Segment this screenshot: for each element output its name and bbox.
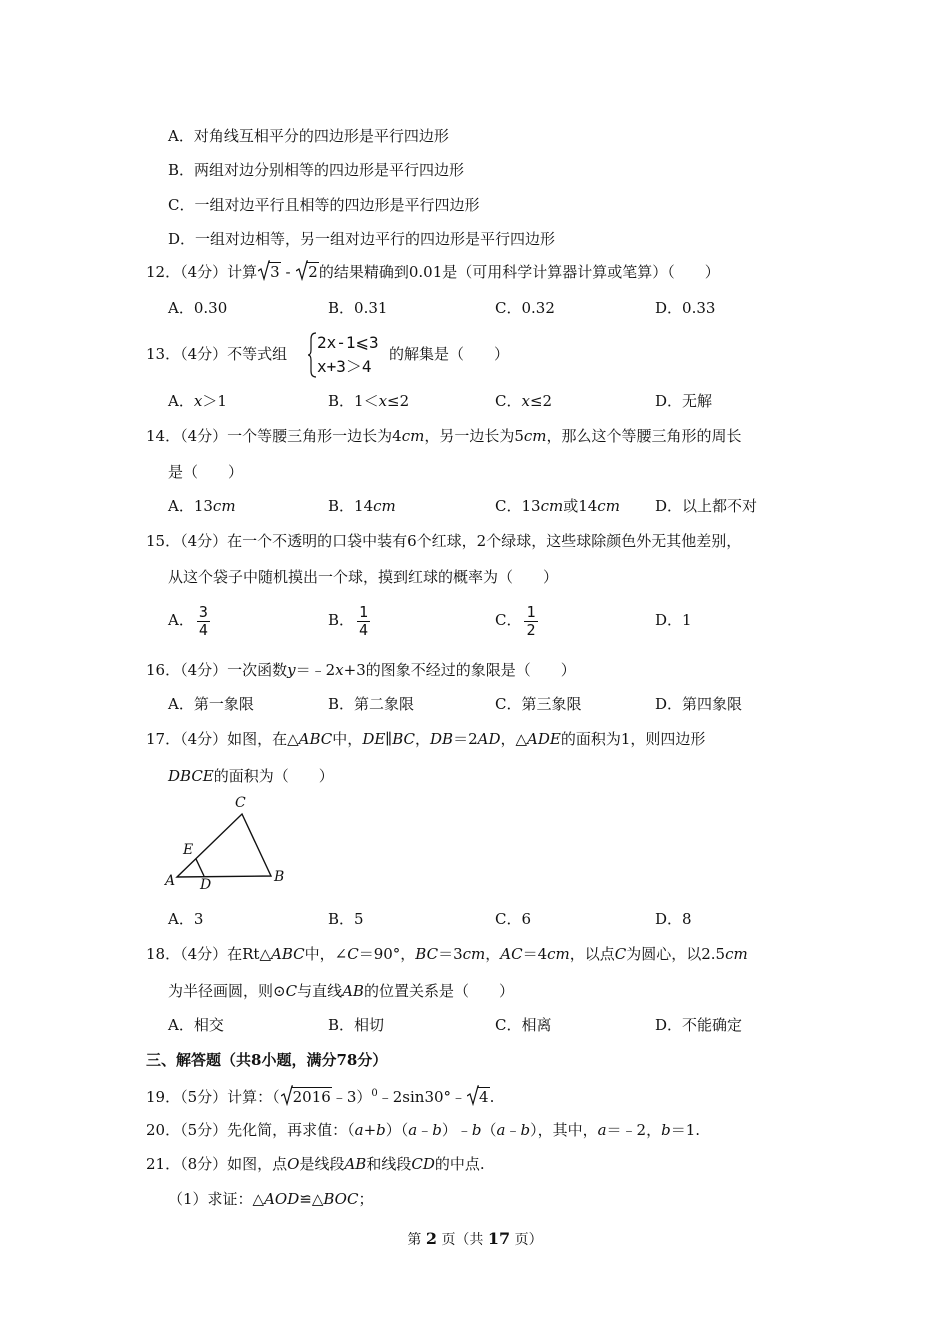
q12-rad1: 3 — [270, 263, 280, 281]
t1: 16．（4分）一次函数 — [146, 661, 288, 679]
q14-stem-line2: 是（ ） — [168, 463, 244, 481]
exponent: 0 — [371, 1088, 378, 1099]
m: CD — [411, 1155, 435, 1173]
q21-stem — [146, 1154, 485, 1174]
q20-stem — [146, 1120, 700, 1140]
radicand: 2016 — [292, 1088, 331, 1106]
q15-option-a — [168, 603, 213, 639]
t: 18．（4分）在Rt△ — [146, 945, 271, 963]
m: ABC — [298, 730, 333, 748]
m: DB — [430, 730, 454, 748]
total-pages: 17 — [487, 1229, 511, 1248]
q15-stem-line2: 从这个袋子中随机摸出一个球，摸到红球的概率为（ ） — [168, 568, 559, 586]
q19-stem — [146, 1084, 494, 1107]
left-brace-icon — [307, 331, 317, 379]
t: ＝2 — [453, 730, 478, 748]
q21-sub1 — [168, 1189, 373, 1209]
q15-option-c — [495, 603, 541, 639]
m: cm — [725, 945, 748, 963]
t: ＝90°， — [358, 945, 416, 963]
q13-prefix: 13．（4分）不等式组 — [146, 345, 288, 363]
denominator: 4 — [359, 620, 369, 639]
m: ADE — [527, 730, 561, 748]
m: AB — [342, 982, 364, 1000]
m: b — [520, 1121, 531, 1139]
m: BC — [415, 945, 439, 963]
label-d: D — [200, 877, 212, 893]
math-x: x — [193, 392, 203, 410]
t: ＝4 — [522, 945, 548, 963]
q12-stem — [146, 262, 720, 282]
q16-option-a: A．第一象限 — [168, 695, 254, 713]
m: a — [408, 1121, 418, 1139]
numerator: 1 — [526, 602, 536, 621]
label: A． — [168, 392, 194, 410]
t: 和线段 — [366, 1155, 412, 1173]
numerator: 3 — [198, 602, 208, 621]
label-b: B — [274, 869, 285, 885]
t: 是线段 — [299, 1155, 345, 1173]
t: 中，∠ — [304, 945, 348, 963]
t: 20．（5分）先化简，再求值：（ — [146, 1121, 355, 1139]
t: ﹣3） — [331, 1088, 372, 1106]
m: DE — [362, 730, 386, 748]
q15-option-d: D．1 — [655, 611, 692, 629]
t: ）（ — [385, 1121, 409, 1139]
inequality-row-1: 2x-1⩽3 — [317, 333, 379, 352]
q17-stem-line2 — [168, 766, 334, 786]
q12-rad2: 2 — [308, 263, 318, 281]
m: b — [661, 1121, 671, 1139]
math-x: x — [335, 661, 344, 679]
q16-stem — [146, 660, 576, 680]
m: BOC — [323, 1190, 359, 1208]
q18-option-a: A．相交 — [168, 1016, 224, 1034]
unit-cm: cm — [540, 497, 564, 515]
label: C．13 — [495, 497, 541, 515]
q17-option-c: C．6 — [495, 910, 532, 928]
unit-cm: cm — [212, 497, 236, 515]
fraction — [197, 604, 210, 639]
t: ，以点 — [569, 945, 615, 963]
q11-option-c: C．一组对边平行且相等的四边形是平行四边形 — [168, 196, 480, 214]
q18-option-c: C．相离 — [495, 1016, 552, 1034]
q18-option-d: D．不能确定 — [655, 1016, 743, 1034]
mid: 或14 — [563, 497, 598, 515]
m: AD — [477, 730, 501, 748]
label-c: C — [235, 795, 246, 811]
t: 21．（8分）如图，点 — [146, 1155, 288, 1173]
q13-option-d: D．无解 — [655, 392, 713, 410]
inequality-system — [307, 331, 389, 379]
q18-option-b: B．相切 — [328, 1016, 385, 1034]
q12-prefix: 12．（4分）计算 — [146, 263, 258, 281]
label: B． — [328, 611, 355, 629]
label-a: A — [165, 873, 176, 889]
label-e: E — [183, 842, 194, 858]
q11-option-d: D．一组对边相等，另一组对边平行的四边形是平行四边形 — [168, 230, 556, 248]
t: ； — [358, 1190, 374, 1208]
t: 页（共 — [441, 1232, 484, 1248]
section-heading: 三、解答题（共8小题，满分78分） — [146, 1051, 388, 1069]
q14-stem-line1 — [146, 426, 742, 446]
q16-option-c: C．第三象限 — [495, 695, 582, 713]
m: AOD — [264, 1190, 300, 1208]
q13-option-b — [328, 391, 409, 411]
t: ∥ — [385, 730, 393, 748]
denominator: 2 — [526, 620, 536, 639]
unit-cm: cm — [373, 497, 396, 515]
page-footer — [0, 1229, 950, 1250]
q14-option-b — [328, 496, 396, 516]
q12-option-c: C．0.32 — [495, 299, 555, 317]
t: 19．（5分）计算：（ — [146, 1088, 280, 1106]
q17-stem-line1 — [146, 729, 705, 749]
q12-option-a: A．0.30 — [168, 299, 228, 317]
t: ＝1. — [670, 1121, 701, 1139]
t: 17．（4分）如图，在△ — [146, 730, 299, 748]
t3: ，那么这个等腰三角形的周长 — [546, 427, 742, 445]
m: b — [471, 1121, 482, 1139]
m: a — [496, 1121, 506, 1139]
unit-cm: cm — [401, 427, 425, 445]
q17-option-d: D．8 — [655, 910, 692, 928]
sqrt-4 — [467, 1087, 490, 1107]
m: ABC — [271, 945, 305, 963]
sqrt-3 — [258, 262, 281, 282]
label: A． — [168, 611, 194, 629]
math-x: x — [521, 392, 530, 410]
radicand: 4 — [479, 1088, 489, 1106]
m: a+b — [354, 1121, 386, 1139]
q16-option-b: B．第二象限 — [328, 695, 415, 713]
m: DBCE — [168, 767, 214, 785]
label: A．13 — [168, 497, 213, 515]
label: C． — [495, 392, 522, 410]
m: O — [287, 1155, 300, 1173]
t: （1）求证：△ — [168, 1190, 265, 1208]
q11-option-b: B．两组对边分别相等的四边形是平行四边形 — [168, 161, 465, 179]
inequality-row-2: x+3＞4 — [317, 357, 372, 376]
t: 的面积为1，则四边形 — [560, 730, 706, 748]
t1: 14．（4分）一个等腰三角形一边长为4 — [146, 427, 402, 445]
rest: ≤2 — [529, 392, 553, 410]
t: 的面积为（ ） — [213, 767, 334, 785]
t: ），其中， — [530, 1121, 598, 1139]
label: B．14 — [328, 497, 374, 515]
sqrt-2016 — [281, 1087, 332, 1107]
m: cm — [547, 945, 570, 963]
m: C — [614, 945, 627, 963]
math-x: x — [378, 392, 388, 410]
t3: +3的图象不经过的象限是（ ） — [343, 661, 576, 679]
label: C． — [495, 611, 522, 629]
t: 页） — [514, 1232, 543, 1248]
q15-option-b — [328, 603, 373, 639]
t: ＝﹣2， — [606, 1121, 662, 1139]
t: 为半径画圆，则⊙ — [168, 982, 286, 1000]
q16-option-d: D．第四象限 — [655, 695, 743, 713]
q13-option-a — [168, 391, 227, 411]
t: 的位置关系是（ ） — [363, 982, 514, 1000]
unit-cm: cm — [597, 497, 620, 515]
label: B．1＜ — [328, 392, 379, 410]
m: C — [285, 982, 298, 1000]
q12-minus: - — [280, 263, 296, 281]
t: 的中点. — [434, 1155, 485, 1173]
fraction — [524, 604, 537, 639]
t: . — [489, 1088, 495, 1106]
q17-option-b: B．5 — [328, 910, 364, 928]
q17-option-a: A．3 — [168, 910, 204, 928]
triangle-figure — [160, 792, 300, 894]
unit-cm: cm — [523, 427, 547, 445]
numerator: 1 — [359, 602, 369, 621]
rest: ＞1 — [202, 392, 227, 410]
q14-option-c — [495, 496, 620, 516]
sqrt-2 — [296, 262, 319, 282]
t: ， — [485, 945, 501, 963]
q12-option-d: D．0.33 — [655, 299, 716, 317]
q12-suffix: 的结果精确到0.01是（可用科学计算器计算或笔算）（ ） — [318, 263, 720, 281]
q11-option-a: A．对角线互相平分的四边形是平行四边形 — [168, 127, 449, 145]
t: ﹣ — [505, 1121, 521, 1139]
q14-option-d: D．以上都不对 — [655, 497, 758, 515]
denominator: 4 — [198, 620, 208, 639]
t: 为圆心，以2.5 — [626, 945, 726, 963]
m: cm — [462, 945, 486, 963]
m: a — [597, 1121, 607, 1139]
t: ， — [415, 730, 431, 748]
q18-stem-line2 — [168, 981, 514, 1001]
m: AC — [500, 945, 523, 963]
m: b — [432, 1121, 442, 1139]
q13-suffix: 的解集是（ ） — [389, 345, 510, 363]
page-number: 2 — [425, 1229, 437, 1248]
t: ＝3 — [438, 945, 463, 963]
t: （ — [481, 1121, 497, 1139]
t2: ＝﹣2 — [295, 661, 336, 679]
m: BC — [392, 730, 416, 748]
m: C — [347, 945, 359, 963]
rest: ≤2 — [387, 392, 410, 410]
q14-option-a — [168, 496, 236, 516]
t: 中， — [332, 730, 363, 748]
m: AB — [344, 1155, 367, 1173]
t: ﹣ — [417, 1121, 433, 1139]
q18-stem-line1 — [146, 944, 748, 964]
t: 与直线 — [297, 982, 343, 1000]
q13-option-c — [495, 391, 552, 411]
t: 第 — [407, 1232, 422, 1248]
t: ﹣2sin30°﹣ — [377, 1088, 467, 1106]
fraction — [357, 604, 370, 639]
t: ）﹣ — [441, 1121, 472, 1139]
q12-option-b: B．0.31 — [328, 299, 388, 317]
q15-stem-line1: 15．（4分）在一个不透明的口袋中装有6个红球，2个绿球，这些球除颜色外无其他差别， — [146, 532, 742, 550]
t: ，△ — [500, 730, 528, 748]
math-y: y — [287, 661, 296, 679]
t2: ，另一边长为5 — [424, 427, 524, 445]
t: ≌△ — [299, 1190, 324, 1208]
